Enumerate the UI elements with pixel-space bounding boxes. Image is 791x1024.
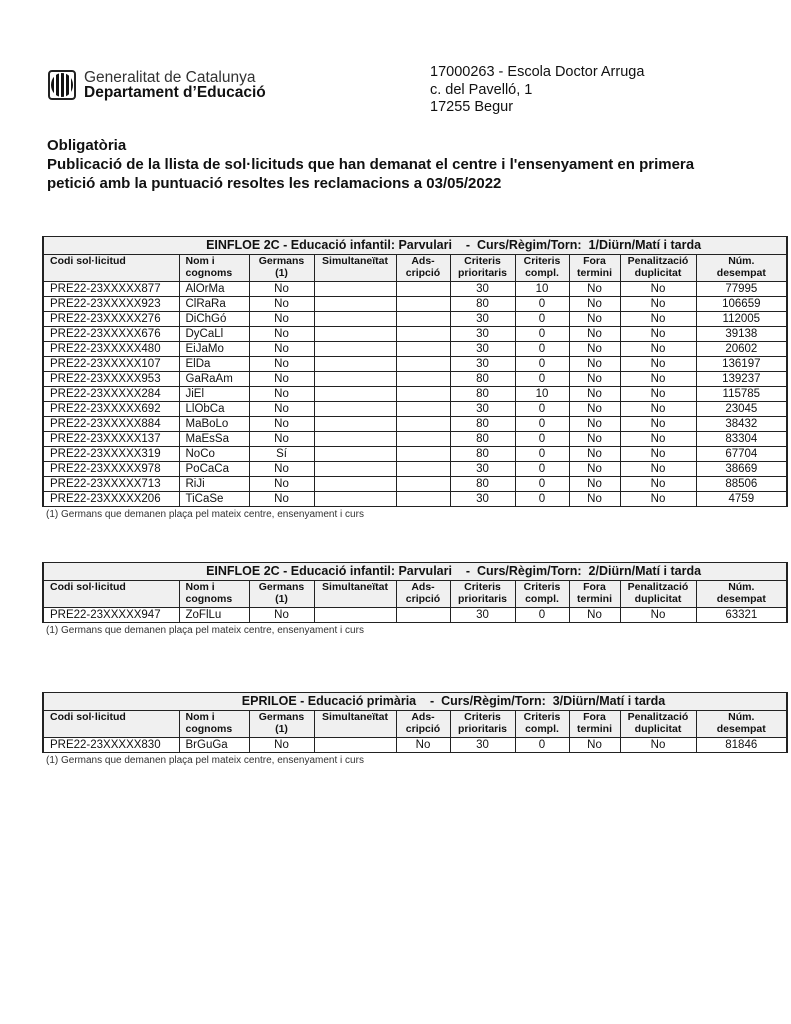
table-cell: 0 — [515, 738, 569, 753]
table-cell: 20602 — [696, 342, 787, 357]
table-cell: No — [249, 342, 314, 357]
table-cell: 77995 — [696, 282, 787, 297]
table-section-1 — [42, 236, 786, 520]
table-cell: No — [569, 447, 620, 462]
column-header — [43, 581, 179, 608]
table-section-2 — [42, 562, 786, 636]
column-header-line: Núm. — [728, 255, 755, 267]
table-cell: No — [249, 312, 314, 327]
table-cell: 80 — [450, 477, 515, 492]
column-header-line: Criteris — [464, 255, 501, 267]
table-cell: 0 — [515, 608, 569, 623]
results-table — [42, 236, 788, 507]
table-cell: PRE22-23XXXXX284 — [43, 387, 179, 402]
column-header-line: duplicitat — [634, 723, 682, 735]
table-cell — [396, 432, 450, 447]
table-cell: 0 — [515, 312, 569, 327]
table-cell: 0 — [515, 417, 569, 432]
school-city: 17255 Begur — [430, 99, 514, 115]
column-header-line: Simultaneïtat — [322, 581, 388, 593]
group-title: EPRILOE - Educació primària - Curs/Règim/Torn: 3/Diürn/Matí i tarda — [43, 693, 787, 711]
column-header-line: Germans — [258, 255, 305, 267]
column-header-line: Ads- — [411, 711, 435, 723]
column-header — [620, 255, 696, 282]
column-header — [696, 581, 787, 608]
results-table — [42, 562, 788, 623]
table-cell: 80 — [450, 387, 515, 402]
table-cell: No — [569, 462, 620, 477]
column-header — [620, 581, 696, 608]
table-cell: 30 — [450, 462, 515, 477]
column-header-line: compl. — [525, 593, 559, 605]
column-header-line: Ads- — [411, 255, 435, 267]
table-cell: No — [620, 312, 696, 327]
table-cell: MaEsSa — [179, 432, 249, 447]
column-header-line: Criteris — [464, 711, 501, 723]
logo-line-1: Generalitat de Catalunya — [84, 69, 256, 86]
table-row — [43, 297, 787, 312]
table-cell: 136197 — [696, 357, 787, 372]
table-cell: ClRaRa — [179, 297, 249, 312]
column-header — [515, 255, 569, 282]
table-cell — [314, 462, 396, 477]
table-cell: No — [249, 282, 314, 297]
table-cell: No — [569, 387, 620, 402]
table-cell: No — [249, 738, 314, 753]
table-cell: 80 — [450, 432, 515, 447]
table-cell: 4759 — [696, 492, 787, 507]
column-header — [569, 255, 620, 282]
table-cell: No — [396, 738, 450, 753]
table-cell: No — [569, 312, 620, 327]
table-cell — [314, 608, 396, 623]
table-cell — [396, 282, 450, 297]
table-cell: TiCaSe — [179, 492, 249, 507]
column-header-line: (1) — [275, 267, 288, 279]
table-cell: 30 — [450, 312, 515, 327]
table-row — [43, 372, 787, 387]
table-cell — [314, 387, 396, 402]
table-cell: PRE22-23XXXXX830 — [43, 738, 179, 753]
column-header-line: cripció — [405, 723, 441, 735]
table-cell — [396, 417, 450, 432]
table-cell: PRE22-23XXXXX947 — [43, 608, 179, 623]
table-row — [43, 477, 787, 492]
table-cell: No — [249, 297, 314, 312]
table-cell — [314, 342, 396, 357]
table-cell: PRE22-23XXXXX884 — [43, 417, 179, 432]
table-cell: No — [249, 608, 314, 623]
column-header-line: cognoms — [185, 723, 233, 735]
table-cell: 38669 — [696, 462, 787, 477]
table-cell — [396, 297, 450, 312]
table-cell: PRE22-23XXXXX137 — [43, 432, 179, 447]
table-cell: PRE22-23XXXXX923 — [43, 297, 179, 312]
column-header-line: Nom i — [185, 711, 215, 723]
column-header — [620, 711, 696, 738]
table-cell: AlOrMa — [179, 282, 249, 297]
table-cell: No — [249, 357, 314, 372]
table-row — [43, 738, 787, 753]
column-header — [396, 255, 450, 282]
table-cell: 30 — [450, 402, 515, 417]
table-cell: 0 — [515, 462, 569, 477]
column-header-line: termini — [576, 267, 612, 279]
table-cell: No — [249, 327, 314, 342]
column-header-line: cognoms — [185, 267, 233, 279]
table-row — [43, 342, 787, 357]
table-cell: JiEl — [179, 387, 249, 402]
column-header-line: cripció — [405, 593, 441, 605]
column-header-line: Fora — [583, 581, 606, 593]
column-header-line: Nom i — [185, 255, 215, 267]
table-row — [43, 312, 787, 327]
table-cell: No — [569, 342, 620, 357]
table-cell: No — [249, 462, 314, 477]
table-cell: PRE22-23XXXXX713 — [43, 477, 179, 492]
group-title: EINFLOE 2C - Educació infantil: Parvulari - Curs/Règim/Torn: 1/Diürn/Matí i tarda — [43, 237, 787, 255]
table-cell: 80 — [450, 417, 515, 432]
table-cell — [314, 297, 396, 312]
column-header-line: termini — [576, 593, 612, 605]
column-header — [314, 711, 396, 738]
table-cell: 83304 — [696, 432, 787, 447]
column-header-line: (1) — [275, 593, 288, 605]
table-cell: PRE22-23XXXXX978 — [43, 462, 179, 477]
column-header-line: duplicitat — [634, 267, 682, 279]
column-header-line: Criteris — [523, 581, 561, 593]
table-cell — [396, 342, 450, 357]
column-header-line: Penalització — [627, 255, 689, 267]
school-address — [430, 64, 644, 117]
table-cell: 139237 — [696, 372, 787, 387]
table-cell: 30 — [450, 492, 515, 507]
column-header-line: Criteris — [464, 581, 501, 593]
table-cell: No — [249, 477, 314, 492]
table-cell: No — [569, 297, 620, 312]
table-cell: PRE22-23XXXXX276 — [43, 312, 179, 327]
table-row — [43, 417, 787, 432]
table-cell: PRE22-23XXXXX953 — [43, 372, 179, 387]
table-cell: 112005 — [696, 312, 787, 327]
column-header-line: Criteris — [523, 255, 561, 267]
table-cell: 23045 — [696, 402, 787, 417]
table-cell — [396, 312, 450, 327]
table-cell: No — [620, 327, 696, 342]
table-cell: PRE22-23XXXXX877 — [43, 282, 179, 297]
table-cell: 80 — [450, 372, 515, 387]
column-header-line: desempat — [716, 723, 766, 735]
table-cell — [396, 357, 450, 372]
table-cell: 115785 — [696, 387, 787, 402]
table-cell — [314, 432, 396, 447]
table-cell — [314, 327, 396, 342]
column-header-line: Penalització — [627, 711, 689, 723]
column-header-line: (1) — [275, 723, 288, 735]
table-cell — [396, 447, 450, 462]
table-row — [43, 432, 787, 447]
table-cell: No — [249, 402, 314, 417]
column-header — [43, 711, 179, 738]
table-cell: 0 — [515, 372, 569, 387]
column-header — [314, 581, 396, 608]
school-name: 17000263 - Escola Doctor Arruga — [430, 64, 645, 80]
table-cell: No — [569, 608, 620, 623]
table-cell: 30 — [450, 327, 515, 342]
table-row — [43, 608, 787, 623]
table-cell — [396, 327, 450, 342]
column-header — [450, 711, 515, 738]
school-street: c. del Pavelló, 1 — [430, 81, 533, 98]
table-cell — [314, 312, 396, 327]
table-row — [43, 462, 787, 477]
table-cell: No — [569, 417, 620, 432]
footnote: (1) Germans que demanen plaça pel mateix centre, ensenyament i curs — [46, 755, 364, 766]
table-cell: No — [620, 387, 696, 402]
column-header-line: Germans — [258, 711, 305, 723]
table-cell: 38432 — [696, 417, 787, 432]
table-cell: GaRaAm — [179, 372, 249, 387]
table-row — [43, 492, 787, 507]
column-header — [179, 255, 249, 282]
column-header-line: Penalització — [627, 581, 689, 593]
table-cell: 10 — [515, 387, 569, 402]
column-header-line: Núm. — [728, 711, 755, 723]
column-header — [249, 581, 314, 608]
table-cell: No — [620, 357, 696, 372]
table-row — [43, 327, 787, 342]
table-cell — [396, 477, 450, 492]
column-header-line: Nom i — [185, 581, 215, 593]
table-cell — [396, 402, 450, 417]
table-cell: 106659 — [696, 297, 787, 312]
results-table — [42, 692, 788, 753]
table-cell: 30 — [450, 608, 515, 623]
table-cell — [314, 447, 396, 462]
table-cell — [314, 402, 396, 417]
column-header — [450, 255, 515, 282]
table-cell: 0 — [515, 357, 569, 372]
table-cell: No — [249, 417, 314, 432]
table-cell: 30 — [450, 738, 515, 753]
title-line-2: Publicació de la llista de sol·licituds que han demanat el centre i l'ensenyament en primera — [47, 156, 695, 173]
table-cell: No — [620, 417, 696, 432]
logo-line-2: Departament d’Educació — [84, 84, 266, 101]
column-header — [569, 711, 620, 738]
table-cell: 67704 — [696, 447, 787, 462]
table-cell: PRE22-23XXXXX692 — [43, 402, 179, 417]
table-cell: 0 — [515, 477, 569, 492]
table-cell — [396, 372, 450, 387]
column-header — [314, 255, 396, 282]
column-header-line: Codi sol·licitud — [50, 255, 126, 267]
table-cell: No — [569, 402, 620, 417]
table-cell: No — [620, 372, 696, 387]
table-row — [43, 387, 787, 402]
table-cell: 88506 — [696, 477, 787, 492]
table-cell: No — [620, 608, 696, 623]
table-cell: ZoFlLu — [179, 608, 249, 623]
column-header-line: desempat — [716, 593, 766, 605]
column-header-line: termini — [576, 723, 612, 735]
column-header-line: prioritaris — [457, 723, 507, 735]
table-cell: 30 — [450, 357, 515, 372]
table-cell: 63321 — [696, 608, 787, 623]
senyera-shield-icon — [48, 70, 76, 100]
table-cell: No — [620, 297, 696, 312]
table-cell: 0 — [515, 492, 569, 507]
table-cell: 80 — [450, 447, 515, 462]
generalitat-logo — [48, 70, 266, 100]
table-cell — [314, 738, 396, 753]
table-cell: No — [249, 492, 314, 507]
table-cell: No — [569, 372, 620, 387]
table-cell: No — [620, 402, 696, 417]
column-header-line: compl. — [525, 723, 559, 735]
column-header — [249, 255, 314, 282]
title-line-1: Obligatòria — [47, 137, 127, 154]
table-cell: PRE22-23XXXXX480 — [43, 342, 179, 357]
table-cell: NoCo — [179, 447, 249, 462]
table-cell — [314, 282, 396, 297]
table-cell: PRE22-23XXXXX319 — [43, 447, 179, 462]
table-cell — [314, 357, 396, 372]
table-cell: 0 — [515, 297, 569, 312]
table-cell: PRE22-23XXXXX206 — [43, 492, 179, 507]
column-header — [569, 581, 620, 608]
table-cell: No — [569, 357, 620, 372]
column-header-line: Germans — [258, 581, 305, 593]
table-cell: No — [620, 432, 696, 447]
table-cell — [396, 462, 450, 477]
table-cell: No — [569, 432, 620, 447]
table-cell: PRE22-23XXXXX676 — [43, 327, 179, 342]
column-header — [515, 711, 569, 738]
table-cell: 0 — [515, 447, 569, 462]
column-header — [696, 255, 787, 282]
column-header-line: Fora — [583, 711, 606, 723]
column-header — [515, 581, 569, 608]
table-cell: 39138 — [696, 327, 787, 342]
table-cell — [314, 372, 396, 387]
table-cell: ElDa — [179, 357, 249, 372]
table-cell — [396, 387, 450, 402]
table-cell: No — [569, 282, 620, 297]
group-title: EINFLOE 2C - Educació infantil: Parvulari - Curs/Règim/Torn: 2/Diürn/Matí i tarda — [43, 563, 787, 581]
table-cell: PRE22-23XXXXX107 — [43, 357, 179, 372]
column-header — [43, 255, 179, 282]
column-header — [179, 711, 249, 738]
table-cell: MaBoLo — [179, 417, 249, 432]
column-header-line: Codi sol·licitud — [50, 711, 126, 723]
table-cell: BrGuGa — [179, 738, 249, 753]
table-row — [43, 282, 787, 297]
table-cell: No — [620, 447, 696, 462]
table-cell: 80 — [450, 297, 515, 312]
table-cell: No — [620, 462, 696, 477]
table-cell: Sí — [249, 447, 314, 462]
table-cell: No — [569, 327, 620, 342]
table-cell: 81846 — [696, 738, 787, 753]
column-header-line: Criteris — [523, 711, 561, 723]
table-cell: No — [249, 372, 314, 387]
table-row — [43, 447, 787, 462]
table-cell: 0 — [515, 432, 569, 447]
column-header-line: prioritaris — [457, 267, 507, 279]
table-cell — [314, 417, 396, 432]
column-header-line: Núm. — [728, 581, 755, 593]
column-header-line: cognoms — [185, 593, 233, 605]
table-row — [43, 402, 787, 417]
table-cell: No — [569, 738, 620, 753]
table-cell — [396, 608, 450, 623]
column-header — [450, 581, 515, 608]
table-cell: LlObCa — [179, 402, 249, 417]
table-cell — [314, 492, 396, 507]
column-header — [249, 711, 314, 738]
table-cell: No — [569, 477, 620, 492]
page-title — [47, 136, 767, 193]
table-cell: PoCaCa — [179, 462, 249, 477]
column-header — [396, 711, 450, 738]
column-header-line: Codi sol·licitud — [50, 581, 126, 593]
table-cell: 10 — [515, 282, 569, 297]
table-cell: DiChGó — [179, 312, 249, 327]
table-cell — [314, 477, 396, 492]
table-cell: No — [569, 492, 620, 507]
table-cell: 0 — [515, 402, 569, 417]
footnote: (1) Germans que demanen plaça pel mateix centre, ensenyament i curs — [46, 509, 364, 520]
table-cell: 30 — [450, 282, 515, 297]
table-cell: No — [620, 492, 696, 507]
column-header-line: Simultaneïtat — [322, 255, 388, 267]
column-header — [179, 581, 249, 608]
table-cell: DyCaLl — [179, 327, 249, 342]
column-header-line: Ads- — [411, 581, 435, 593]
table-section-3 — [42, 692, 786, 766]
table-cell: No — [249, 387, 314, 402]
column-header-line: Fora — [583, 255, 606, 267]
table-cell: No — [620, 477, 696, 492]
column-header-line: duplicitat — [634, 593, 682, 605]
table-cell: No — [620, 342, 696, 357]
footnote: (1) Germans que demanen plaça pel mateix centre, ensenyament i curs — [46, 625, 364, 636]
column-header-line: desempat — [716, 267, 766, 279]
table-cell — [396, 492, 450, 507]
table-cell: No — [620, 282, 696, 297]
column-header-line: Simultaneïtat — [322, 711, 388, 723]
table-cell: No — [620, 738, 696, 753]
column-header-line: cripció — [405, 267, 441, 279]
table-row — [43, 357, 787, 372]
table-cell: 30 — [450, 342, 515, 357]
column-header — [396, 581, 450, 608]
column-header-line: compl. — [525, 267, 559, 279]
table-cell: No — [249, 432, 314, 447]
column-header-line: prioritaris — [457, 593, 507, 605]
table-cell: EiJaMo — [179, 342, 249, 357]
column-header — [696, 711, 787, 738]
table-cell: RiJi — [179, 477, 249, 492]
title-line-3: petició amb la puntuació resoltes les reclamacions a 03/05/2022 — [47, 175, 502, 192]
table-cell: 0 — [515, 327, 569, 342]
table-cell: 0 — [515, 342, 569, 357]
